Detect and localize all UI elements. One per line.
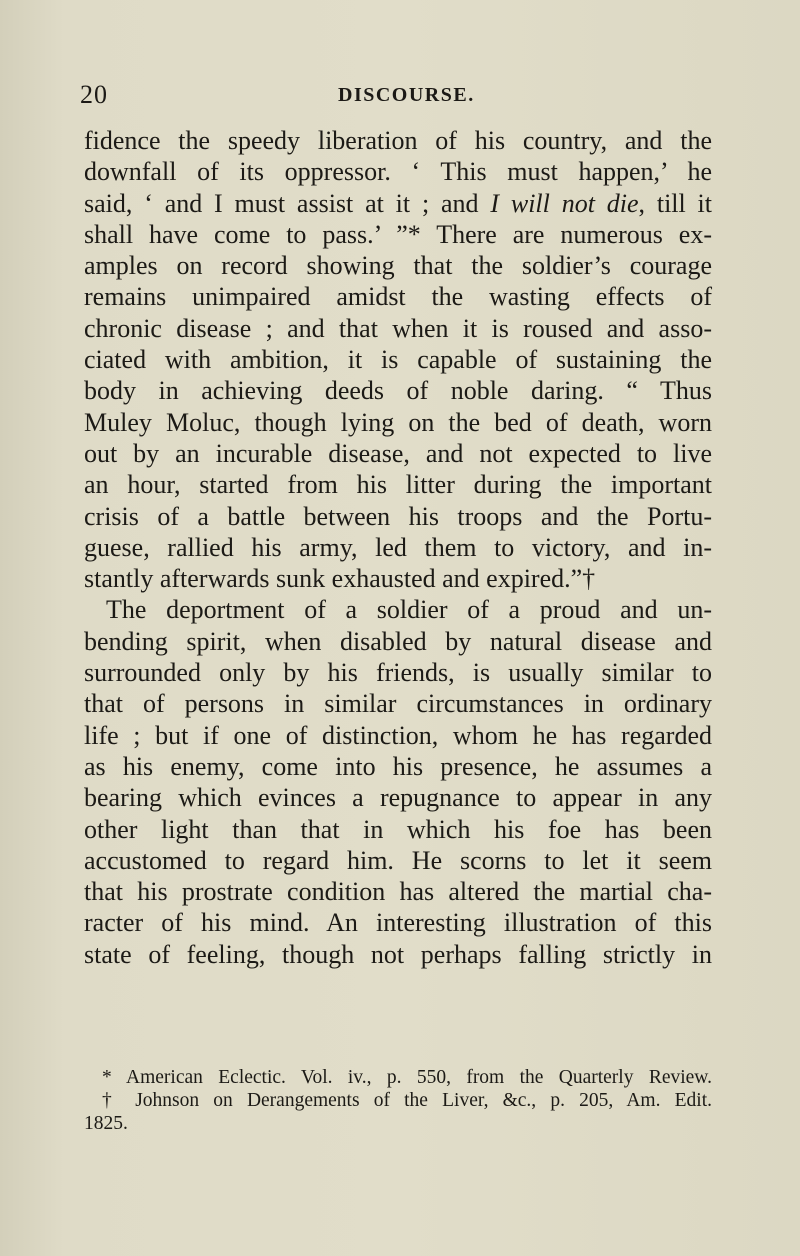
footnote-2: † Johnson on Derangements of the Liver, &c., p. 205, Am. Edit. [102,1090,712,1111]
text-line: guese, rallied his army, led them to victory, and in- [84,532,712,562]
text-line: out by an incurable disease, and not expected to live [84,438,712,468]
text-line: that his prostrate condition has altered the martial cha- [84,877,712,907]
text-line: life ; but if one of distinction, whom he has regarded [84,720,712,750]
text-line: shall have come to pass.’ ”* There are numerous ex- [84,219,712,249]
footnotes [84,1066,712,1135]
text-line: Muley Moluc, though lying on the bed of death, worn [84,407,712,437]
text-line: surrounded only by his friends, is usually similar to [84,658,712,688]
text-line: accustomed to regard him. He scorns to let it seem [84,845,712,875]
text-line: other light than that in which his foe has been [84,814,712,844]
text-line: state of feeling, though not perhaps falling strictly in [84,939,712,969]
footnote-2-continued: 1825. [84,1113,128,1134]
text-line: bearing which evinces a repugnance to appear in any [84,783,712,813]
text-line: chronic disease ; and that when it is roused and asso- [84,313,712,343]
text-line: stantly afterwards sunk exhausted and expired.”† [84,564,596,594]
text-line: amples on record showing that the soldier’s courage [84,251,712,281]
text-line-italic-phrase: said, ‘ and I must assist at it ; and I will not die, till it [84,188,713,218]
text-line: crisis of a battle between his troops and the Portu- [84,501,712,531]
page-number: 20 [80,80,108,109]
text-line: that of persons in similar circumstances in ordinary [84,689,712,719]
page-header [80,80,720,114]
text-line: body in achieving deeds of noble daring. “ Thus [84,376,712,406]
text-line: an hour, started from his litter during the important [84,470,712,500]
running-head: DISCOURSE. [338,84,475,106]
footnote-1: * American Eclectic. Vol. iv., p. 550, from the Quarterly Review. [102,1067,712,1088]
text-line: remains unimpaired amidst the wasting effects of [84,282,712,312]
text-line: ciated with ambition, it is capable of sustaining the [84,345,712,375]
text-line: fidence the speedy liberation of his country, and the [84,126,712,155]
text-line: racter of his mind. An interesting illustration of this [84,908,712,938]
text-line: bending spirit, when disabled by natural disease and [84,626,712,656]
text-line: downfall of its oppressor. ‘ This must happen,’ he [84,157,712,187]
body-text [84,125,712,970]
text-line: as his enemy, come into his presence, he assumes a [84,751,712,781]
paragraph-start-line: The deportment of a soldier of a proud and un- [106,595,712,625]
